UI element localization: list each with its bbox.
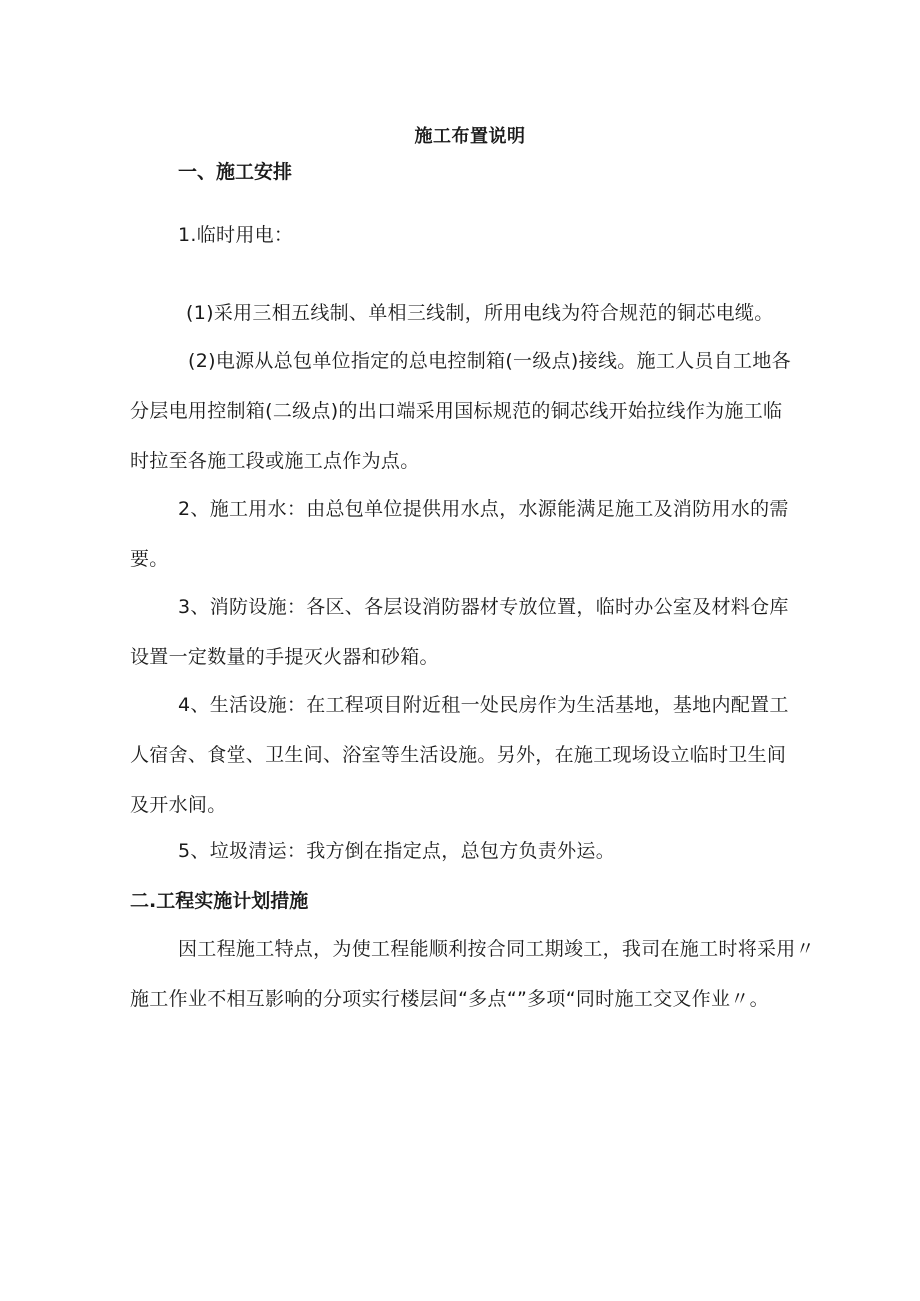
item2-line: 2、施工用水：由总包单位提供用水点，水源能满足施工及消防用水的需 [178,498,789,520]
section-heading-1: 一、施工安排 [178,161,293,183]
item1-heading [178,210,878,260]
section2-body-line: 施工作业不相互影响的分项实行楼层间“多点“”多项“同时施工交叉作业〃。 [130,988,769,1010]
item4-line: 及开水间。 [130,794,227,816]
item4-line: 4、生活设施：在工程项目附近租一处民房作为生活基地，基地内配置工 [178,694,789,716]
document-title: 施工布置说明 [414,126,526,147]
item2 [130,484,830,584]
section2-body-line: 因工程施工特点，为使工程能顺利按合同工期竣工，我司在施工时将采用〃 [178,938,815,960]
item3-line: 3、消防设施：各区、各层设消防器材专放位置，临时办公室及材料仓库 [178,596,789,618]
section-heading-2: 二.工程实施计划措施 [130,890,309,912]
item3 [130,582,830,682]
item1-sub1-text: (1)采用三相五线制、单相三线制，所用电线为符合规范的铜芯电缆。 [186,302,774,324]
item5 [178,826,878,876]
item1-sub2-line: (2)电源从总包单位指定的总电控制箱(一级点)接线。施工人员自工地各 [188,350,791,372]
item5-text: 5、垃圾清运：我方倒在指定点，总包方负责外运。 [178,840,615,862]
item1-sub2-line: 时拉至各施工段或施工点作为点。 [130,450,420,472]
item4 [130,680,830,830]
item1-sub1 [186,288,886,338]
item1-sub2-line: 分层电用控制箱(二级点)的出口端采用国标规范的铜芯线开始拉线作为施工临 [130,400,783,422]
section2-body [130,924,830,1024]
item1-sub2 [130,336,830,486]
item4-line: 人宿舍、食堂、卫生间、浴室等生活设施。另外，在施工现场设立临时卫生间 [130,744,787,766]
item1-heading-text: 1.临时用电： [178,224,294,246]
item3-line: 设置一定数量的手提灭火器和砂箱。 [130,646,439,668]
item2-line: 要。 [130,548,169,570]
